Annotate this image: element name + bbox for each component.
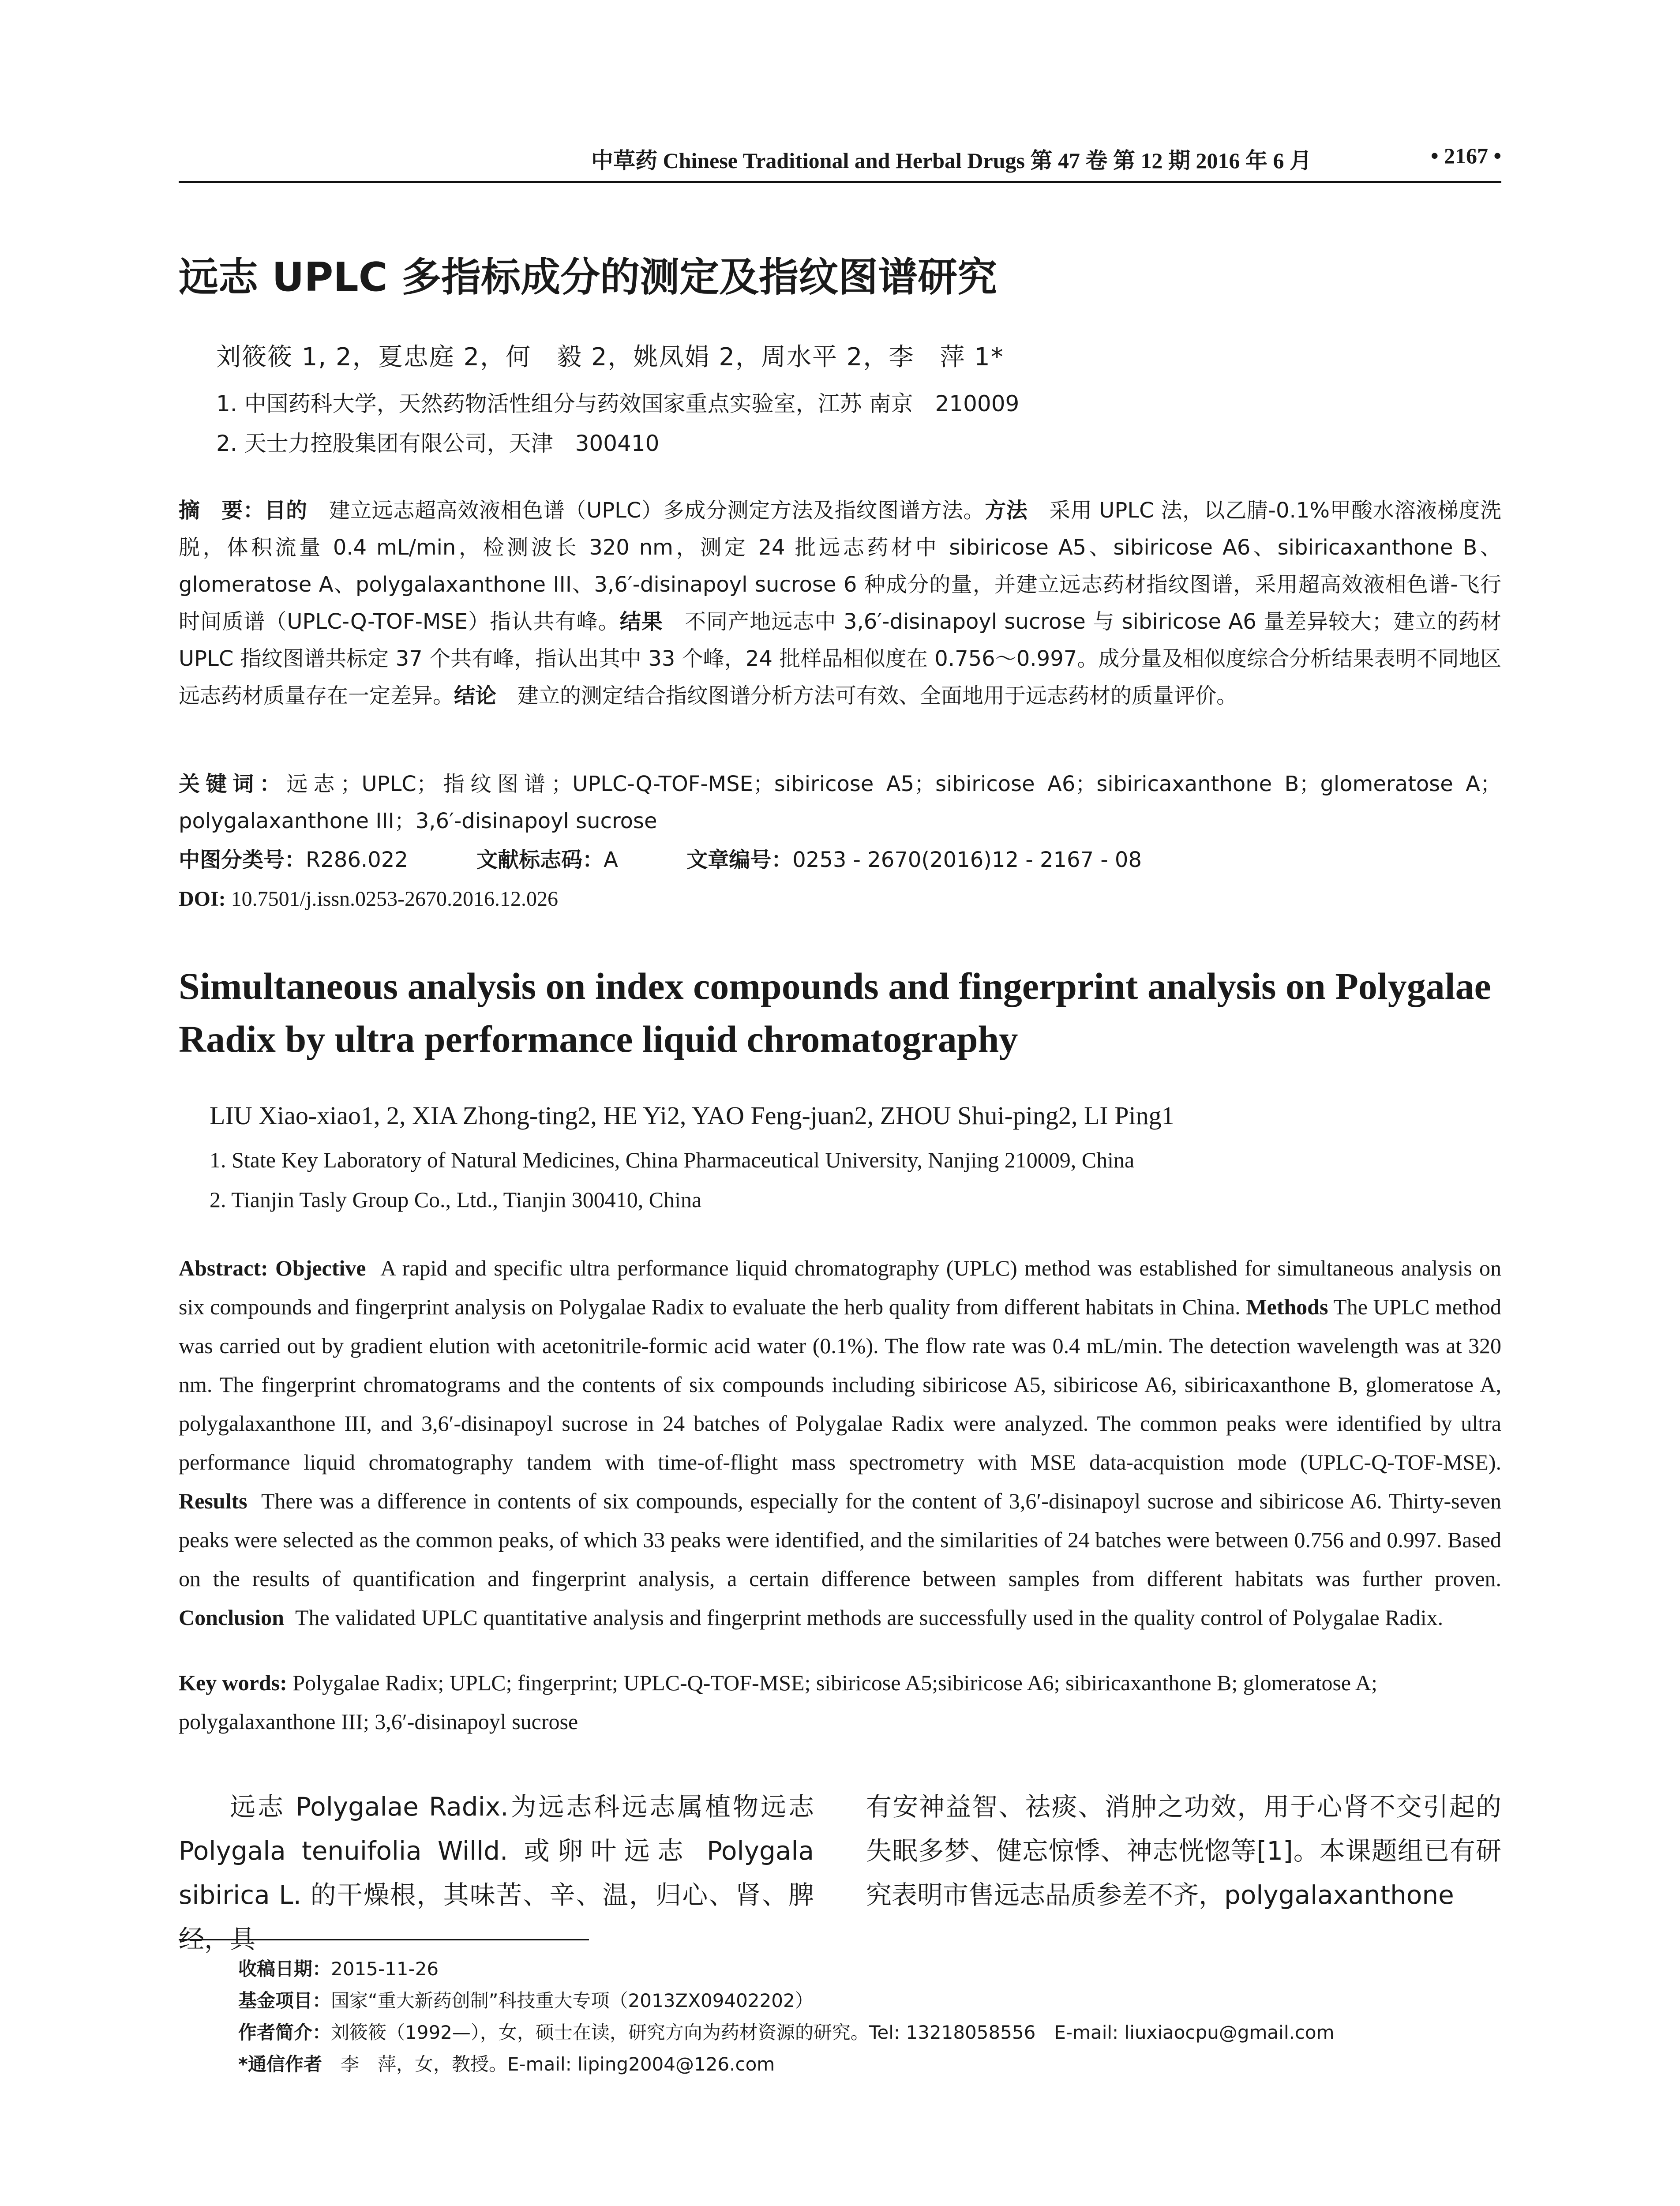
article-number-label: 文章编号： <box>686 848 793 872</box>
footnote-corresponding <box>238 2050 775 2076</box>
clc-value: R286.022 <box>306 848 408 872</box>
doi-line <box>179 887 558 911</box>
abstract-en-objective-label: Objective <box>275 1256 366 1280</box>
page-number: • 2167 • <box>1430 143 1501 168</box>
keywords-cn-text: 远志；UPLC；指纹图谱；UPLC-Q-TOF-MSE；sibiricose A5；sibiricose A6；sibiricaxanthone B；glomeratose A；polygalaxanthone III；3,6′-disinapoyl sucrose <box>179 772 1501 833</box>
abstract-cn-results-label: 结果 <box>619 609 663 634</box>
abstract-en-conclusion: The validated UPLC quantitative analysis and fingerprint methods are successfully used in the quality control of Polygalae Radix. <box>295 1605 1444 1630</box>
affiliation-en-1: 1. State Key Laboratory of Natural Medicines, China Pharmaceutical University, Nanjing 210009, China <box>210 1148 1135 1172</box>
article-number-value: 0253 - 2670(2016)12 - 2167 - 08 <box>792 848 1142 872</box>
affiliation-en-2: 2. Tianjin Tasly Group Co., Ltd., Tianjin 300410, China <box>210 1187 702 1212</box>
affiliation-cn-1: 1. 中国药科大学，天然药物活性组分与药效国家重点实验室，江苏 南京 210009 <box>216 391 1020 416</box>
abstract-en-results-label: Results <box>179 1489 248 1513</box>
keywords-en-text: Polygalae Radix; UPLC; fingerprint; UPLC-Q-TOF-MSE; sibiricose A5;sibiricose A6; sibiricaxanthone B; glomeratose A; polygalaxanthone III; 3,6′-disinapoyl sucrose <box>179 1670 1377 1734</box>
title-cn: 远志 UPLC 多指标成分的测定及指纹图谱研究 <box>179 254 998 300</box>
body-column-right: 有安神益智、祛痰、消肿之功效，用于心肾不交引起的失眠多梦、健忘惊悸、神志恍惚等[1]。本课题组已有研究表明市售远志品质参差不齐，polygalaxanthone <box>866 1792 1501 1910</box>
footnote-funding-label: 基金项目： <box>238 1990 331 2011</box>
abstract-en-label: Abstract: <box>179 1256 268 1280</box>
footnote-author-bio <box>238 2018 1335 2045</box>
keywords-cn-label: 关键词： <box>179 772 287 796</box>
abstract-en-results: There was a difference in contents of six compounds, especially for the content of 3,6′-disinapoyl sucrose and sibiricose A6. Thirty-seven peaks were selected as the common peaks, of which 33 peaks were identified, and the similarities of 24 batches were between 0.756 and 0.997. Based on the results of quantification and fingerprint analysis, a certain difference between samples from different habitats was further proven. <box>179 1489 1502 1591</box>
abstract-cn-objective-label: 目的 <box>264 498 308 523</box>
body-column-left: 远志 Polygalae Radix.为远志科远志属植物远志 Polygala tenuifolia Willd. 或卵叶远志 Polygala sibirica L. 的干燥根，其味苦、辛、温，归心、肾、脾经，具 <box>179 1792 814 1954</box>
footnote-corresponding-label: *通信作者 <box>238 2053 322 2075</box>
authors-en: LIU Xiao-xiao1, 2, XIA Zhong-ting2, HE Yi2, YAO Feng-juan2, ZHOU Shui-ping2, LI Ping1 <box>210 1101 1174 1130</box>
clc-label: 中图分类号： <box>179 848 306 872</box>
abstract-cn-methods: 采用 UPLC 法，以乙腈-0.1%甲酸水溶液梯度洗脱，体积流量 0.4 mL/min，检测波长 320 nm，测定 24 批远志药材中 sibiricose A5、sibiricose A6、sibiricaxanthone B、glomeratose A、polygalaxanthone III、3,6′-disinapoyl sucrose 6 种成分的量，并建立远志药材指纹图谱，采用超高效液相色谱-飞行时间质谱（UPLC-Q-TOF-MSE）指认共有峰。 <box>179 498 1501 634</box>
abstract-en-objective: A rapid and specific ultra performance liquid chromatography (UPLC) method was established for simultaneous analysis on six compounds and fingerprint analysis on Polygalae Radix to evaluate the herb quality from different habitats in China. <box>179 1256 1502 1319</box>
abstract-en <box>179 1249 1501 1637</box>
doi-label: DOI: <box>179 887 226 911</box>
authors-cn: 刘筱筱 1, 2，夏忠庭 2，何 毅 2，姚凤娟 2，周水平 2，李 萍 1* <box>216 343 1004 371</box>
journal-info: 中草药 Chinese Traditional and Herbal Drugs 第 47 卷 第 12 期 2016 年 6 月 <box>591 148 1312 173</box>
title-en: Simultaneous analysis on index compounds and fingerprint analysis on Polygalae Radix by ultra performance liquid chromatography <box>179 965 1491 1060</box>
abstract-en-conclusion-label: Conclusion <box>179 1605 284 1630</box>
footnote-author-bio-label: 作者简介： <box>238 2022 331 2043</box>
affiliation-cn-2: 2. 天士力控股集团有限公司，天津 300410 <box>216 431 660 456</box>
abstract-cn-objective: 建立远志超高效液相色谱（UPLC）多成分测定方法及指纹图谱方法。 <box>307 498 985 523</box>
keywords-en-label: Key words: <box>179 1670 287 1695</box>
classification-line <box>179 843 1204 873</box>
abstract-cn-label: 摘 要： <box>179 498 265 523</box>
abstract-cn-conclusion-label: 结论 <box>454 683 497 708</box>
abstract-en-methods: The UPLC method was carried out by gradient elution with acetonitrile-formic acid water (0.1%). The flow rate was 0.4 mL/min. The detection wavelength was at 320 nm. The fingerprint chromatograms and the contents of six compounds including sibiricose A5, sibiricose A6, sibiricaxanthone B, glomeratose A, polygalaxanthone III, and 3,6′-disinapoyl sucrose in 24 batches of Polygalae Radix were analyzed. The common peaks were identified by ultra performance liquid chromatography tandem with time-of-flight mass spectrometry with MSE data-acquistion mode (UPLC-Q-TOF-MSE). <box>179 1294 1501 1474</box>
footnote-received <box>238 1955 439 1981</box>
abstract-cn-results: 不同产地远志中 3,6′-disinapoyl sucrose 与 sibiricose A6 量差异较大；建立的药材 UPLC 指纹图谱共标定 37 个共有峰，指认出其中 33 个峰，24 批样品相似度在 0.756～0.997。成分量及相似度综合分析结果表明不同地区远志药材质量存在一定差异。 <box>179 609 1501 708</box>
doc-code-value: A <box>604 848 618 872</box>
footnote-author-bio-text: 刘筱筱（1992—），女，硕士在读，研究方向为药材资源的研究。Tel: 13218058556 E-mail: liuxiaocpu@gmail.com <box>331 2022 1335 2043</box>
keywords-cn <box>179 765 1501 840</box>
running-header <box>179 141 1501 183</box>
footnote-corresponding-text: 李 萍，女，教授。E-mail: liping2004@126.com <box>322 2053 775 2075</box>
footnote-received-text: 2015-11-26 <box>331 1958 439 1980</box>
abstract-cn-conclusion: 建立的测定结合指纹图谱分析方法可有效、全面地用于远志药材的质量评价。 <box>496 683 1238 708</box>
abstract-cn-methods-label: 方法 <box>985 498 1028 523</box>
abstract-cn <box>179 492 1501 714</box>
doc-code-label: 文献标志码： <box>476 848 604 872</box>
footnote-divider <box>179 1939 589 1940</box>
doi-value: 10.7501/j.issn.0253-2670.2016.12.026 <box>231 887 559 911</box>
abstract-en-methods-label: Methods <box>1246 1294 1328 1319</box>
keywords-en <box>179 1663 1501 1741</box>
footnote-funding <box>238 1986 814 2013</box>
footnote-funding-text: 国家“重大新药创制”科技重大专项（2013ZX09402202） <box>331 1990 814 2011</box>
footnote-received-label: 收稿日期： <box>238 1958 331 1980</box>
